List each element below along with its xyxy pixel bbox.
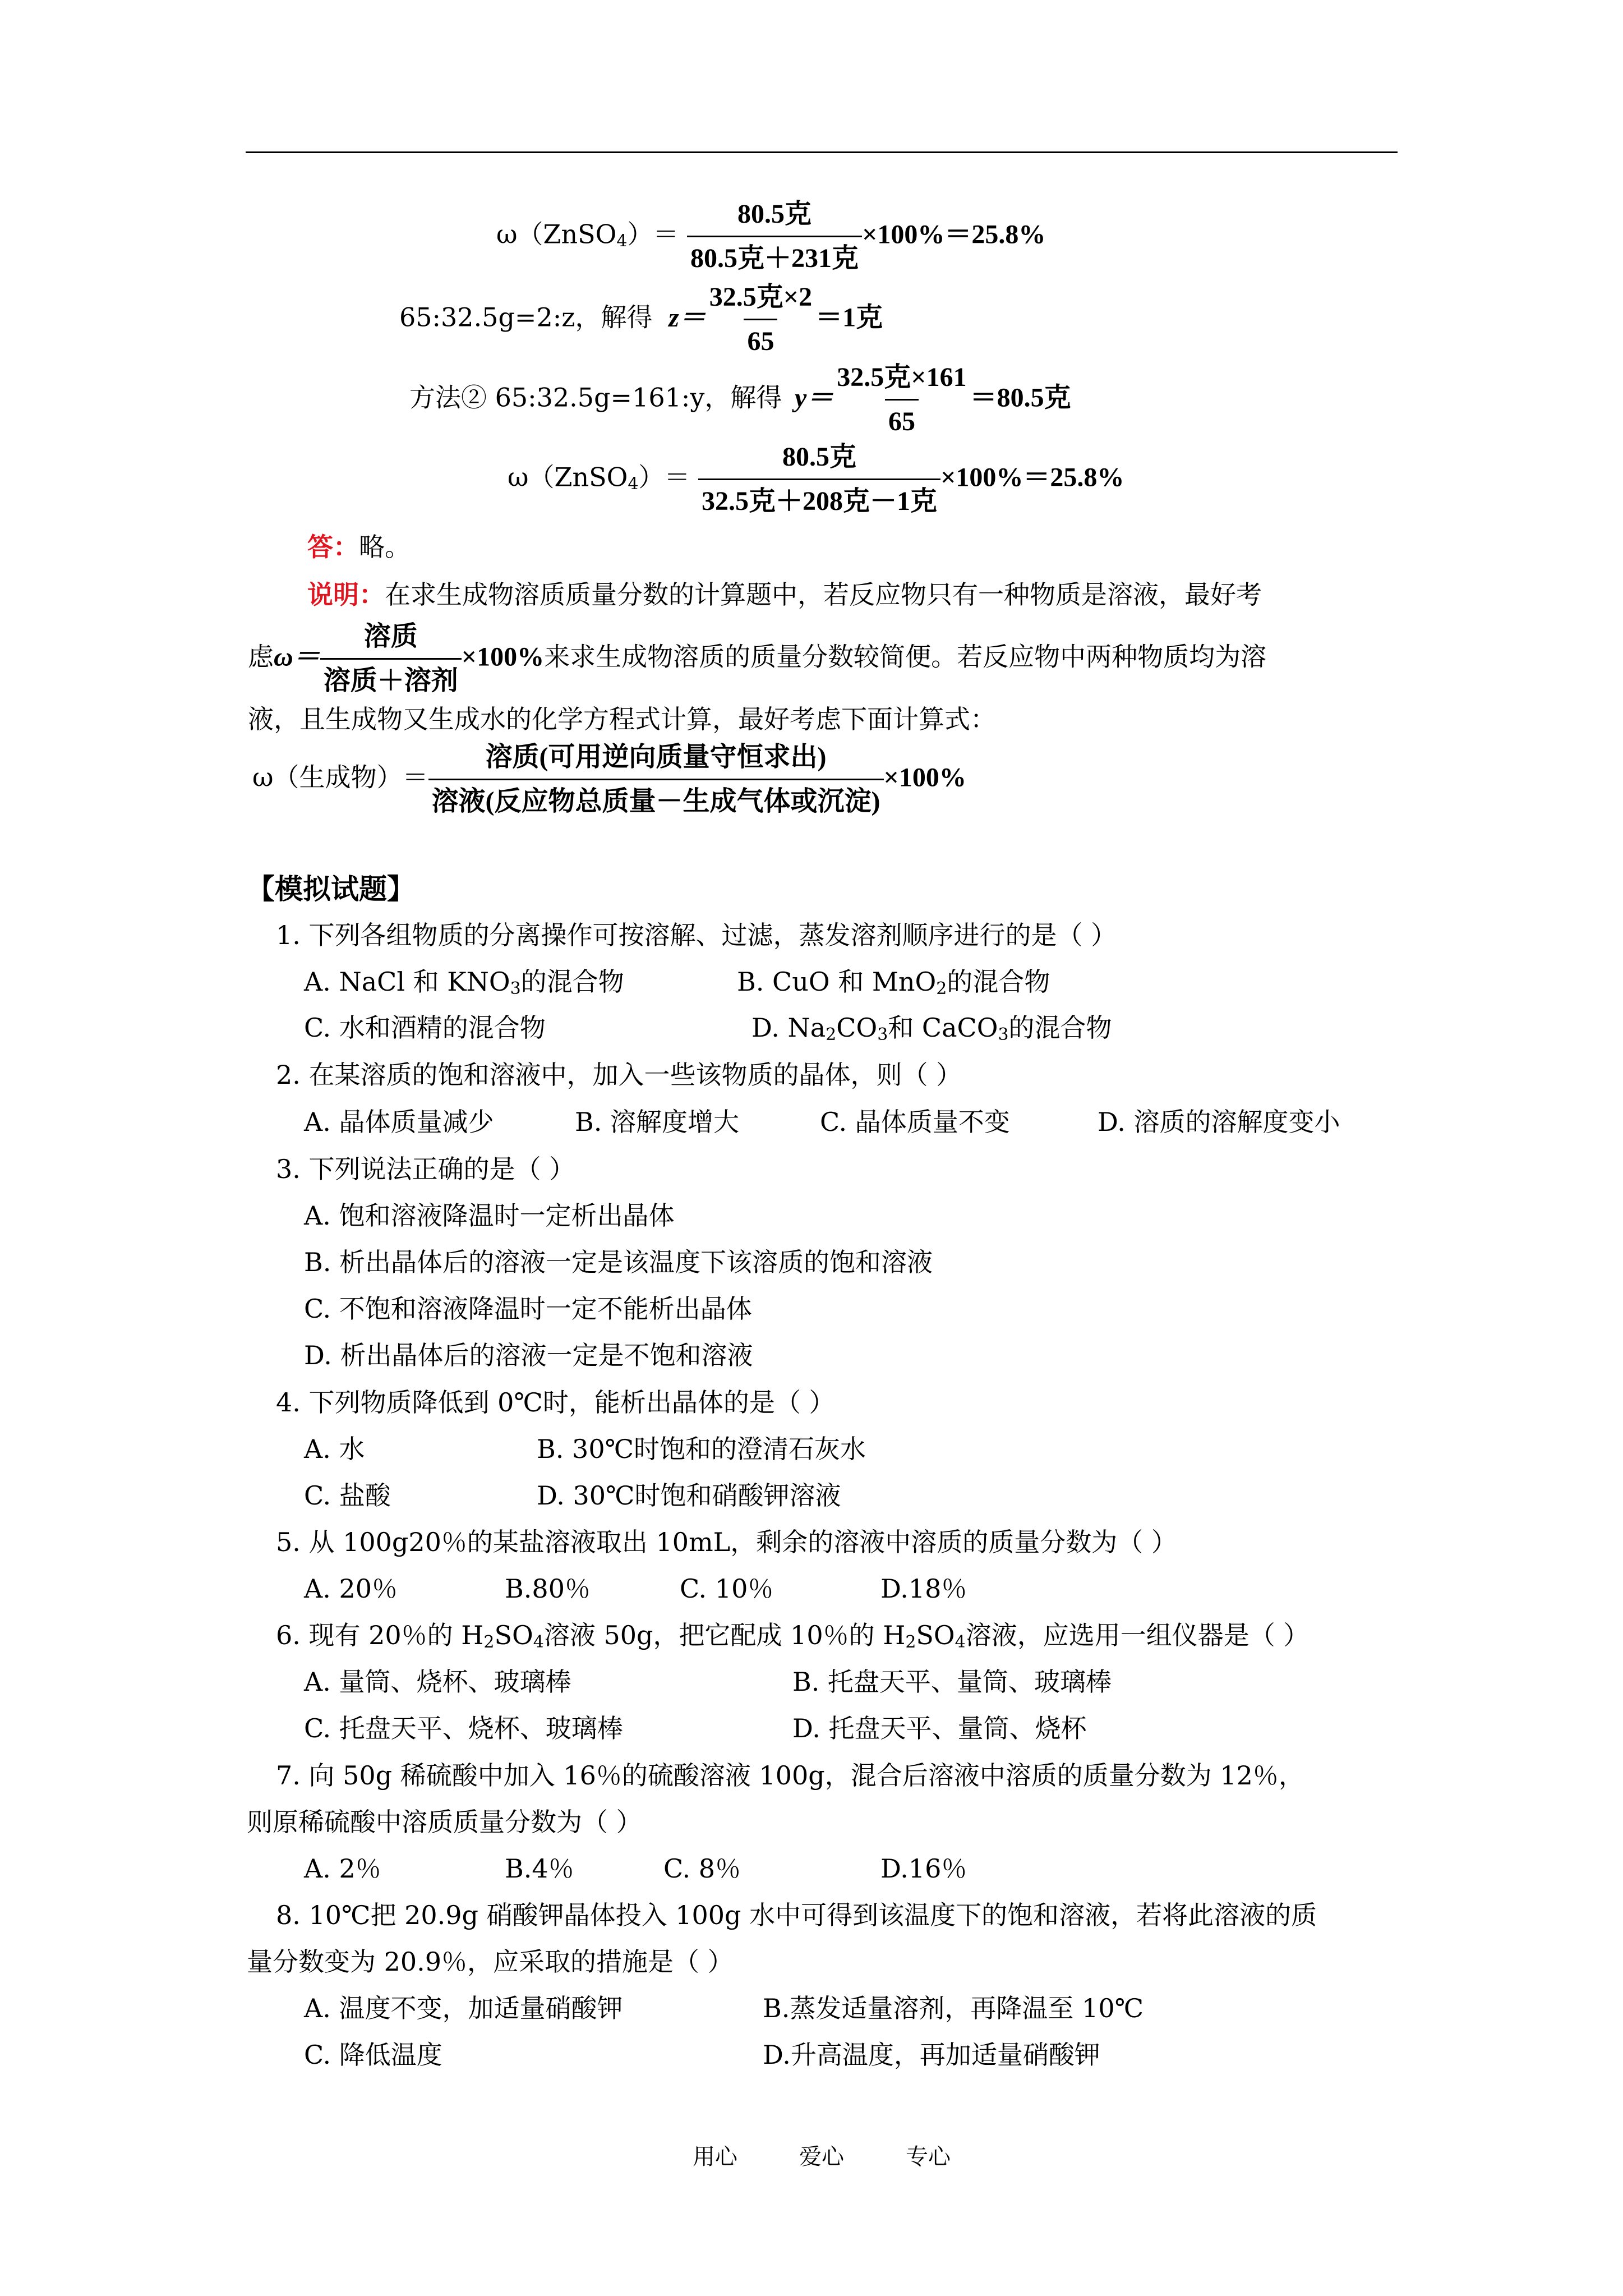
question-2-option-a: A. 晶体质量减少 [304, 1107, 494, 1137]
question-2-option-d: D. 溶质的溶解度变小 [1098, 1107, 1340, 1137]
question-3-option-c: C. 不饱和溶液降温时一定不能析出晶体 [304, 1294, 752, 1324]
question-7-stem-line-1: 7. 向 50g 稀硫酸中加入 16％的硫酸溶液 100g，混合后溶液中溶质的质量分数为 12％， [276, 1760, 1304, 1791]
question-4-option-a: A. 水 [304, 1434, 365, 1464]
equation-1 [496, 197, 1045, 275]
q1-d-pre: D. Na [751, 1013, 826, 1043]
eq4-fraction [698, 440, 940, 518]
eq1-lhs: ω（ZnSO [496, 219, 617, 250]
footer-text-1: 用心 [693, 2144, 737, 2170]
q1-d-post: 的混合物 [1008, 1013, 1112, 1043]
question-3-stem: 3. 下列说法正确的是（ ） [276, 1154, 575, 1184]
equation-4 [508, 440, 1124, 518]
q6-stem-sub3: 2 [905, 1632, 916, 1652]
question-8-stem-line-2: 量分数变为 20.9％，应采取的措施是（ ） [247, 1947, 734, 1977]
answer-label: 答： [307, 532, 359, 562]
q6-stem-pre: 6. 现有 20％的 H [276, 1620, 484, 1650]
eq3-numerator: 32.5克×161 [837, 362, 967, 392]
question-4-option-b: B. 30℃时饱和的澄清石灰水 [537, 1434, 866, 1464]
eq2-tail: ＝1克 [815, 302, 883, 333]
eq4-numerator: 80.5克 [782, 442, 857, 472]
question-3-option-b: B. 析出晶体后的溶液一定是该温度下该溶质的饱和溶液 [304, 1247, 933, 1277]
eq2-var: z＝ [668, 302, 706, 333]
question-6-option-a: A. 量筒、烧杯、玻璃棒 [304, 1667, 571, 1697]
question-3-option-a: A. 饱和溶液降温时一定析出晶体 [304, 1200, 675, 1231]
header-rule [246, 151, 1398, 153]
question-6-stem [276, 1618, 1309, 1659]
eq2-fraction [706, 280, 815, 358]
q6-stem-post: 溶液，应选用一组仪器是（ ） [965, 1620, 1310, 1650]
eq1-denominator: 80.5克＋231克 [687, 236, 862, 275]
q1-d-sub1: 2 [826, 1025, 837, 1045]
eq3-denominator: 65 [885, 399, 919, 439]
q1-d-mid1: CO [836, 1013, 878, 1043]
note-line1-text: 在求生成物溶质质量分数的计算题中，若反应物只有一种物质是溶液，最好考 [385, 579, 1262, 610]
footer-text-2: 爱心 [799, 2144, 844, 2170]
question-1-stem: 1. 下列各组物质的分离操作可按溶解、过滤，蒸发溶剂顺序进行的是（ ） [276, 920, 1117, 950]
q1-a-sub: 3 [510, 979, 521, 999]
q1-d-mid2: 和 CaCO [888, 1013, 998, 1043]
q6-stem-sub2: 4 [533, 1632, 544, 1652]
question-8-stem-line-1: 8. 10℃把 20.9g 硝酸钾晶体投入 100g 水中可得到该温度下的饱和溶液，若将此溶液的质 [276, 1900, 1317, 1930]
note-omega: ω＝ [274, 642, 320, 672]
question-7-option-d: D.16％ [880, 1853, 967, 1884]
note-fraction-denominator: 溶质＋溶剂 [320, 658, 462, 698]
q1-b-post: 的混合物 [947, 967, 1050, 997]
eq4-tail: ×100%＝25.8% [940, 462, 1124, 493]
question-5-option-b: B.80％ [505, 1573, 591, 1604]
question-7-option-c: C. 8％ [663, 1853, 741, 1884]
eq2-prefix: 65:32.5g=2:z，解得 [399, 302, 653, 333]
eq1-numerator: 80.5克 [737, 199, 812, 229]
question-7-stem-line-2: 则原稀硫酸中溶质质量分数为（ ） [247, 1807, 642, 1837]
q6-stem-mid2: 溶液 50g，把它配成 10％的 H [543, 1620, 906, 1650]
equation-2 [399, 280, 883, 358]
question-1-option-c: C. 水和酒精的混合物 [304, 1013, 546, 1043]
question-5-option-c: C. 10％ [680, 1573, 774, 1604]
question-2-option-c: C. 晶体质量不变 [820, 1107, 1010, 1137]
question-7-option-a: A. 2％ [304, 1853, 381, 1884]
eq3-prefix: 方法② 65:32.5g=161:y，解得 [409, 382, 782, 413]
note-line3-text: 液，且生成物又生成水的化学方程式计算，最好考虑下面计算式： [248, 704, 996, 734]
q1-d-sub2: 3 [877, 1025, 888, 1045]
q1-d-sub3: 3 [998, 1025, 1009, 1045]
page-footer [693, 2143, 951, 2171]
q1-a-pre: A. NaCl 和 KNO [304, 967, 510, 997]
answer-text: 略。 [359, 532, 411, 562]
eq1-lhs-sub: 4 [616, 231, 628, 251]
question-6-option-b: B. 托盘天平、量筒、玻璃棒 [792, 1667, 1112, 1697]
note-fraction-tail: ×100% [461, 642, 545, 672]
eq1-fraction [687, 197, 862, 275]
question-6-option-d: D. 托盘天平、量筒、烧杯 [792, 1713, 1087, 1743]
q1-a-post: 的混合物 [520, 967, 624, 997]
q6-stem-mid3: SO [916, 1620, 955, 1650]
note-formula-tail: ×100% [883, 762, 966, 793]
question-8-option-b: B.蒸发适量溶剂，再降温至 10℃ [763, 1993, 1144, 2023]
eq4-denominator: 32.5克＋208克－1克 [698, 478, 940, 518]
question-1-option-b [737, 965, 1050, 1006]
question-5-option-d: D.18％ [880, 1573, 967, 1604]
eq2-numerator: 32.5克×2 [709, 282, 813, 312]
note-fraction-numerator: 溶质 [363, 622, 418, 651]
q6-stem-sub1: 2 [483, 1632, 495, 1652]
question-6-option-c: C. 托盘天平、烧杯、玻璃棒 [304, 1713, 623, 1743]
note-line-1 [307, 578, 1262, 611]
question-2-option-b: B. 溶解度增大 [575, 1107, 740, 1137]
eq2-denominator: 65 [744, 319, 777, 358]
question-3-option-d: D. 析出晶体后的溶液一定是不饱和溶液 [304, 1340, 753, 1370]
note-formula [252, 740, 966, 818]
question-4-option-d: D. 30℃时饱和硝酸钾溶液 [537, 1480, 841, 1511]
eq3-fraction [833, 361, 970, 439]
eq4-lhs: ω（ZnSO [508, 462, 628, 493]
eq4-lhs-sub: 4 [628, 474, 639, 494]
note-formula-lhs: ω（生成物）＝ [252, 762, 428, 793]
note-line2-pre: 虑 [248, 641, 274, 672]
note-formula-denominator: 溶液(反应物总质量－生成气体或沉淀) [428, 779, 884, 818]
q6-stem-mid1: SO [494, 1620, 533, 1650]
question-5-option-a: A. 20％ [304, 1573, 398, 1604]
eq1-lhs-end: ）＝ [627, 219, 679, 250]
section-title: 【模拟试题】 [247, 873, 415, 905]
note-line2-post: 来求生成物溶质的质量分数较简便。若反应物中两种物质均为溶 [544, 641, 1267, 672]
q6-stem-sub4: 4 [955, 1632, 966, 1652]
question-8-option-c: C. 降低温度 [304, 2040, 442, 2070]
question-2-stem: 2. 在某溶质的饱和溶液中，加入一些该物质的晶体，则（ ） [276, 1060, 962, 1090]
question-4-stem: 4. 下列物质降低到 0℃时，能析出晶体的是（ ） [276, 1387, 835, 1418]
note-label: 说明： [307, 579, 385, 610]
note-line-2 [248, 620, 1266, 698]
eq1-tail: ×100%＝25.8% [862, 219, 1046, 250]
eq3-tail: ＝80.5克 [970, 383, 1071, 413]
note-formula-fraction [428, 740, 884, 818]
note-line-3 [248, 702, 996, 736]
question-7-option-b: B.4％ [505, 1853, 574, 1884]
question-5-stem: 5. 从 100g20％的某盐溶液取出 10mL，剩余的溶液中溶质的质量分数为（ ） [276, 1527, 1177, 1557]
question-1-option-a [304, 965, 624, 1006]
q1-b-sub: 2 [936, 979, 947, 999]
answer-line [307, 530, 411, 564]
equation-3 [409, 361, 1071, 439]
note-formula-numerator: 溶质(可用逆向质量守恒求出) [485, 742, 827, 772]
question-1-option-d [751, 1011, 1112, 1052]
footer-text-3: 专心 [906, 2144, 951, 2170]
q1-b-pre: B. CuO 和 MnO [737, 967, 937, 997]
question-8-option-d: D.升高温度，再加适量硝酸钾 [763, 2040, 1100, 2070]
question-8-option-a: A. 温度不变，加适量硝酸钾 [304, 1993, 623, 2023]
eq3-var: y＝ [794, 383, 834, 413]
question-4-option-c: C. 盐酸 [304, 1480, 391, 1511]
note-fraction [320, 620, 462, 698]
eq4-lhs-end: ）＝ [638, 462, 690, 493]
